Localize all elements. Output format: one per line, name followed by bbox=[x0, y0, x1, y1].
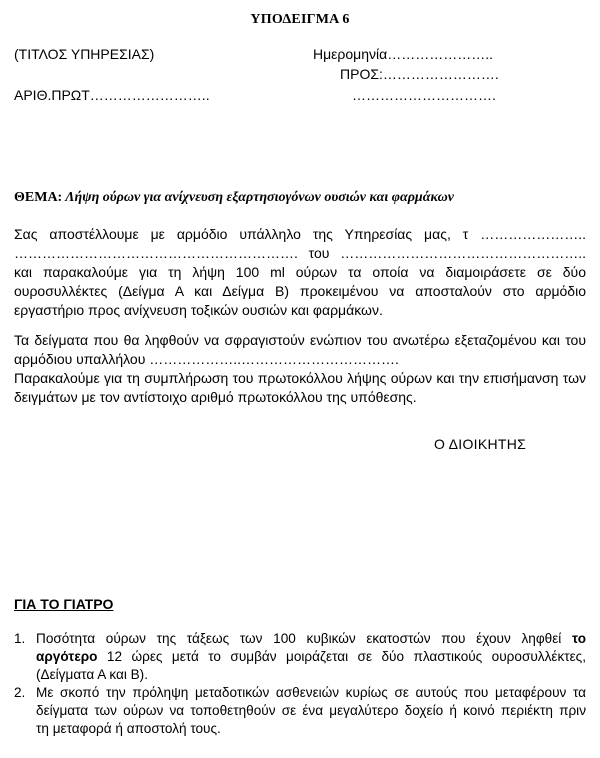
paragraph-line: δειγμάτων με τον αντίστοιχο αριθμό πρωτοκόλλου της υπόθεσης. bbox=[14, 389, 417, 405]
paragraph-line: εργαστήριο προς ανίχνευση τοξικών ουσιών και φαρμάκων. bbox=[14, 302, 383, 318]
paragraph-line: αρμόδιου υπαλλήλου ………………..……………………………. bbox=[14, 351, 399, 367]
recipient-field: ΠΡΟΣ:……………………. bbox=[340, 66, 499, 82]
paragraph-line: ουροσυλλέκτες (Δείγμα Α και Δείγμα Β) προκειμένου να αποσταλούν στο αρμόδιο bbox=[14, 283, 586, 299]
service-title: (ΤΙΤΛΟΣ ΥΠΗΡΕΣΙΑΣ) bbox=[14, 46, 155, 62]
list-item-text: 12 ώρες μετά το συμβάν μοιράζεται σε δύο πλαστικούς ουροσυλλέκτες, bbox=[97, 649, 586, 664]
list-item-line: (Δείγματα Α και Β). bbox=[36, 667, 148, 682]
signature-director: Ο ΔΙΟΙΚΗΤΗΣ bbox=[434, 436, 527, 452]
request-paragraph bbox=[14, 225, 586, 320]
list-item bbox=[14, 630, 586, 684]
subject-text: Λήψη ούρων για ανίχνευση εξαρτησιογόνων ουσιών και φαρμάκων bbox=[62, 190, 454, 205]
list-item-emphasis: το bbox=[572, 631, 586, 646]
list-item-number: 2. bbox=[14, 685, 26, 700]
protocol-number-field: ΑΡΙΘ.ΠΡΩΤ…………………….. bbox=[14, 87, 210, 103]
subject-line bbox=[14, 190, 454, 206]
doctor-section-heading: ΓΙΑ ΤΟ ΓΙΑΤΡΟ bbox=[14, 596, 114, 612]
list-item-line bbox=[36, 630, 586, 648]
paragraph-line: Παρακαλούμε για τη συμπλήρωση του πρωτοκόλλου λήψης ούρων και την επισήμανση των bbox=[14, 370, 586, 386]
paragraph-line: Σας αποστέλλουμε με αρμόδιο υπάλληλο της Υπηρεσίας μας, τ ………………….. bbox=[14, 226, 586, 242]
list-item-line: Με σκοπό την πρόληψη μεταδοτικών ασθενειών κυρίως σε αυτούς που μεταφέρουν τα bbox=[36, 685, 586, 700]
sealing-paragraph bbox=[14, 331, 586, 407]
list-item-line: τη μεταφορά ή αποστολή τους. bbox=[36, 721, 221, 736]
document-title: ΥΠΟΔΕΙΓΜΑ 6 bbox=[250, 12, 350, 27]
list-item-line: δείγματα των ούρων να τοποθετηθούν σε ένα μεγαλύτερο δοχείο ή κοινό περιέκτη πριν bbox=[36, 703, 586, 718]
list-item-emphasis: αργότερο bbox=[36, 649, 98, 664]
subject-label: ΘΕΜΑ: bbox=[14, 190, 63, 205]
list-item-line bbox=[36, 648, 586, 666]
recipient-address-field: …………………………. bbox=[352, 87, 496, 103]
list-item bbox=[14, 684, 586, 738]
paragraph-line: ……………………………………………………. του …………………………………………….. bbox=[14, 245, 586, 261]
paragraph-line: Τα δείγματα που θα ληφθούν να σφραγιστούν ενώπιον του ανωτέρω εξεταζομένου και του bbox=[14, 332, 586, 348]
list-item-text: Ποσότητα ούρων της τάξεως των 100 κυβικών εκατοστών που έχουν ληφθεί bbox=[36, 631, 572, 646]
list-item-number: 1. bbox=[14, 631, 26, 646]
date-field: Ημερομηνία………………….. bbox=[313, 46, 494, 62]
doctor-instructions-list bbox=[14, 630, 586, 738]
paragraph-line: και παρακαλούμε για τη λήψη 100 ml ούρων τα οποία να διαμοιράσετε σε δύο bbox=[14, 264, 586, 280]
